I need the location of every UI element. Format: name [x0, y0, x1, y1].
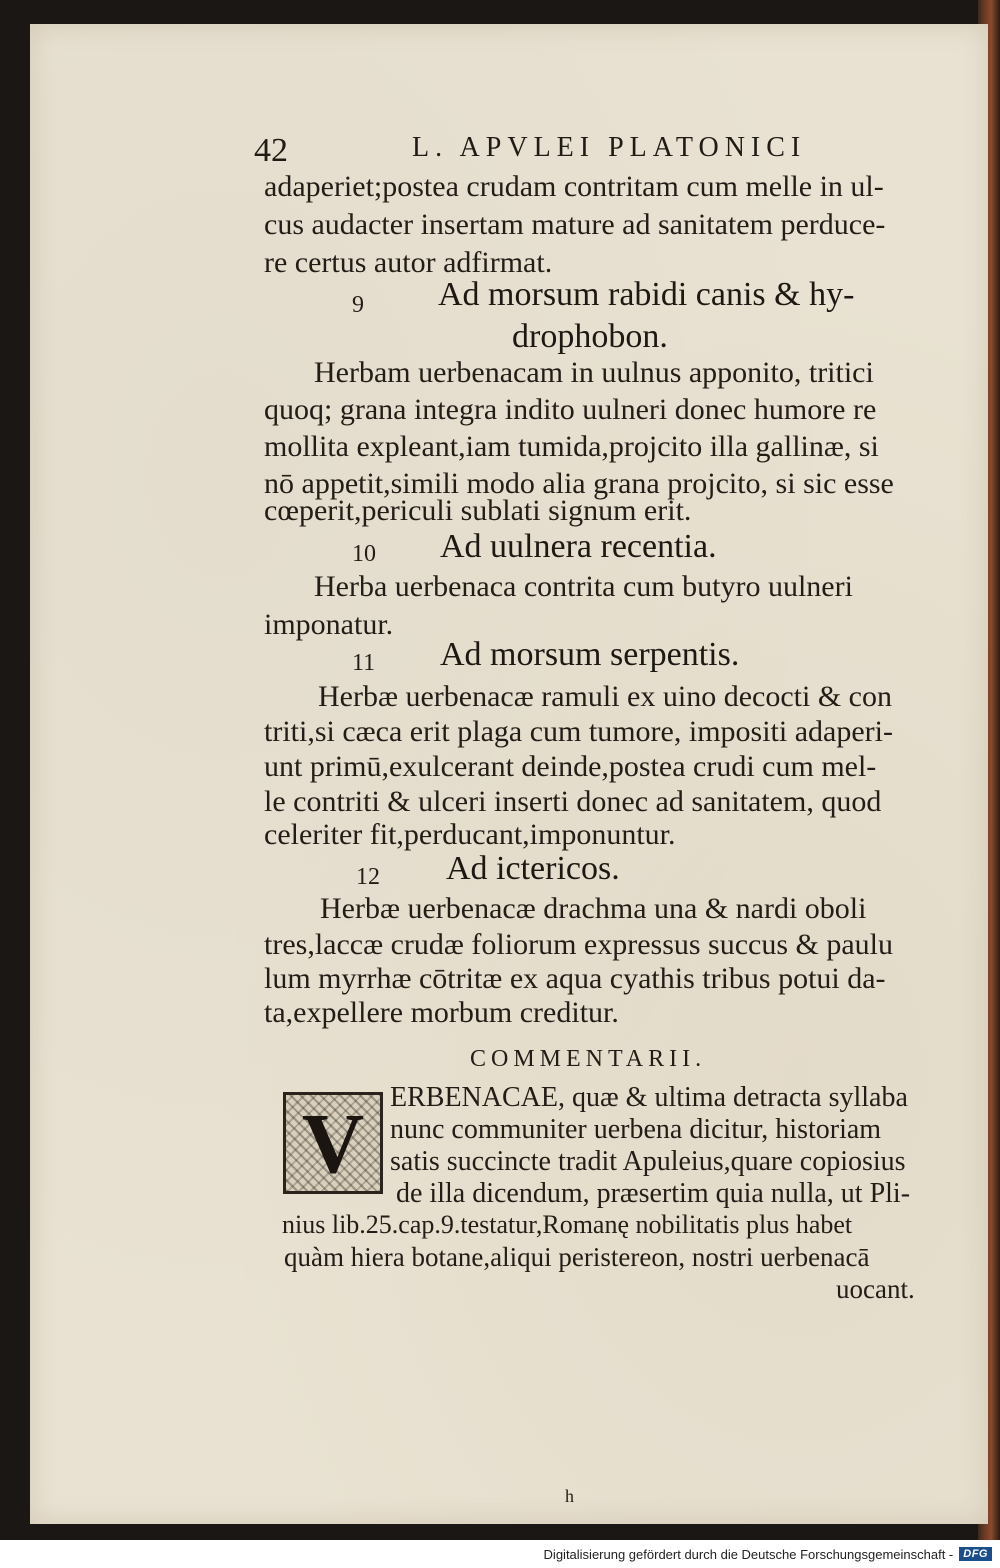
- body-line: quoq; grana integra indito uulneri donec humore re: [264, 393, 877, 426]
- page-number: 42: [254, 132, 288, 169]
- body-line: tres,laccæ crudæ foliorum expressus succus & paulu: [264, 928, 894, 961]
- section-heading: Ad morsum rabidi canis & hy-: [438, 276, 855, 313]
- commentary-line: nunc communiter uerbena dicitur, historiam: [390, 1114, 882, 1145]
- commentary-line: nius lib.25.cap.9.testatur,Romanę nobilitatis plus habet: [282, 1210, 853, 1239]
- section-number: 10: [352, 541, 376, 567]
- section-number: 12: [356, 864, 380, 890]
- body-line: nō appetit,simili modo alia grana projcito, si sic esse: [264, 467, 894, 500]
- body-line: celeriter fit,perducant,imponuntur.: [264, 818, 676, 851]
- body-line: Herbæ uerbenacæ drachma una & nardi oboli: [320, 892, 867, 925]
- signature-mark: h: [565, 1486, 574, 1506]
- commentary-line: uocant.: [836, 1274, 915, 1304]
- body-line: Herbæ uerbenacæ ramuli ex uino decocti & con: [318, 680, 892, 713]
- body-line: lum myrrhæ cōtritæ ex aqua cyathis tribus potui da-: [264, 962, 886, 995]
- commentary-line: satis succincte tradit Apuleius,quare copiosius: [390, 1146, 906, 1177]
- body-line: imponatur.: [264, 608, 394, 641]
- dfg-logo: DFG: [959, 1547, 992, 1561]
- body-line: ta,expellere morbum creditur.: [264, 996, 619, 1029]
- section-number: 11: [352, 650, 376, 676]
- section-heading: Ad morsum serpentis.: [440, 636, 740, 673]
- section-heading: Ad ictericos.: [446, 850, 620, 887]
- commentary-title: COMMENTARII.: [470, 1046, 707, 1072]
- body-line: cœperit,periculi sublati signum erit.: [264, 494, 692, 527]
- running-title: L. APVLEI PLATONICI: [412, 132, 807, 163]
- body-line: triti,si cæca erit plaga cum tumore, impositi adaperi-: [264, 715, 893, 748]
- initial-letter: V: [301, 1095, 365, 1191]
- section-heading: drophobon.: [512, 318, 668, 355]
- intro-line: cus audacter insertam mature ad sanitatem perduce-: [264, 208, 886, 241]
- body-line: Herbam uerbenacam in uulnus apponito, tritici: [314, 356, 874, 389]
- section-number: 9: [352, 292, 364, 318]
- intro-line: re certus autor adfirmat.: [264, 246, 553, 279]
- commentary-line: quàm hiera botane,aliqui peristereon, nostri uerbenacā: [284, 1242, 870, 1272]
- body-line: mollita expleant,iam tumida,projcito illa gallinæ, si: [264, 430, 879, 463]
- footer-credit: Digitalisierung gefördert durch die Deutsche Forschungsgemeinschaft -: [543, 1546, 954, 1562]
- body-line: Herba uerbenaca contrita cum butyro uulneri: [314, 570, 853, 603]
- decorated-initial: [283, 1092, 383, 1194]
- body-line: unt primū,exulcerant deinde,postea crudi cum mel-: [264, 750, 877, 783]
- section-heading: Ad uulnera recentia.: [440, 528, 717, 565]
- commentary-line: de illa dicendum, præsertim quia nulla, ut Pli-: [396, 1178, 911, 1209]
- commentary-line: ERBENACAE, quæ & ultima detracta syllaba: [390, 1082, 908, 1113]
- footer-bar: [0, 1540, 1000, 1568]
- intro-line: adaperiet;postea crudam contritam cum melle in ul-: [264, 170, 884, 203]
- body-line: le contriti & ulceri inserti donec ad sanitatem, quod: [264, 785, 882, 818]
